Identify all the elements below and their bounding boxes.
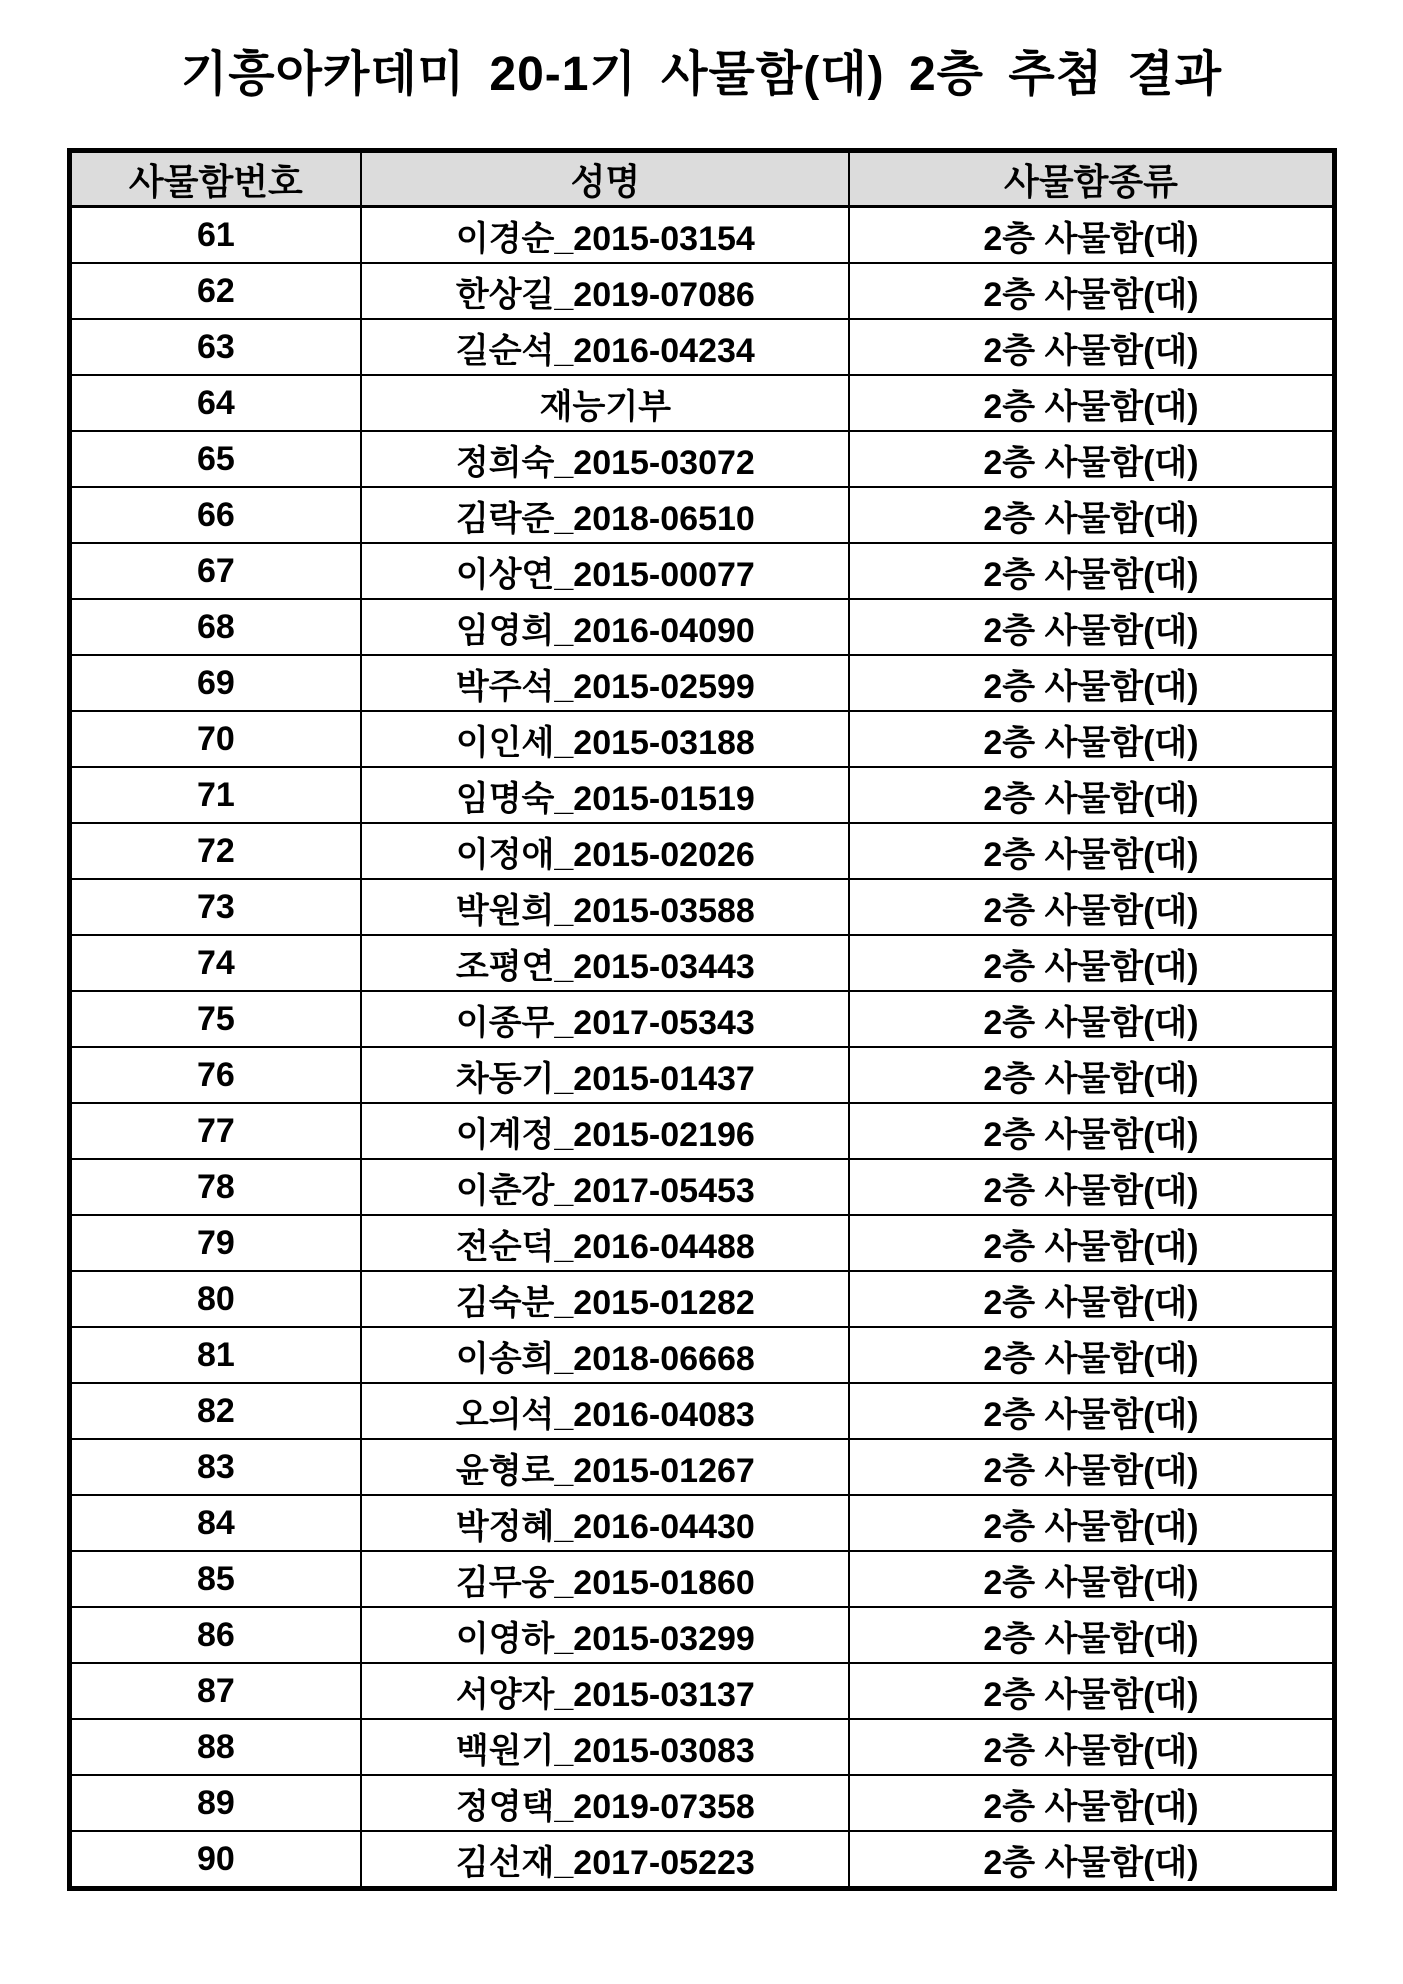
cell-locker-type: 2층 사물함(대): [849, 1327, 1334, 1383]
cell-member-name: 전순덕_2016-04488: [361, 1215, 849, 1271]
cell-locker-type: 2층 사물함(대): [849, 823, 1334, 879]
cell-locker-number: 71: [69, 767, 361, 823]
table-row: [69, 711, 1334, 767]
cell-locker-type: 2층 사물함(대): [849, 1607, 1334, 1663]
table-row: [69, 1383, 1334, 1439]
cell-locker-type: 2층 사물함(대): [849, 1439, 1334, 1495]
cell-member-name: 이상연_2015-00077: [361, 543, 849, 599]
cell-member-name: 윤형로_2015-01267: [361, 1439, 849, 1495]
cell-locker-type: 2층 사물함(대): [849, 1383, 1334, 1439]
cell-locker-number: 66: [69, 487, 361, 543]
cell-member-name: 오의석_2016-04083: [361, 1383, 849, 1439]
table-row: [69, 1271, 1334, 1327]
table-row: [69, 1439, 1334, 1495]
header-member-name: 성명: [361, 151, 849, 207]
table-row: [69, 1159, 1334, 1215]
cell-locker-number: 67: [69, 543, 361, 599]
cell-locker-type: 2층 사물함(대): [849, 1495, 1334, 1551]
cell-member-name: 박정혜_2016-04430: [361, 1495, 849, 1551]
table-row: [69, 1831, 1334, 1889]
cell-locker-number: 76: [69, 1047, 361, 1103]
cell-locker-type: 2층 사물함(대): [849, 207, 1334, 264]
cell-locker-type: 2층 사물함(대): [849, 543, 1334, 599]
table-row: [69, 1551, 1334, 1607]
table-row: [69, 1215, 1334, 1271]
cell-member-name: 김락준_2018-06510: [361, 487, 849, 543]
cell-member-name: 이인세_2015-03188: [361, 711, 849, 767]
locker-table-head: [69, 151, 1334, 207]
cell-locker-number: 90: [69, 1831, 361, 1889]
cell-locker-number: 74: [69, 935, 361, 991]
cell-member-name: 한상길_2019-07086: [361, 263, 849, 319]
cell-locker-number: 83: [69, 1439, 361, 1495]
cell-locker-type: 2층 사물함(대): [849, 263, 1334, 319]
table-row: [69, 543, 1334, 599]
cell-member-name: 김숙분_2015-01282: [361, 1271, 849, 1327]
cell-locker-type: 2층 사물함(대): [849, 1775, 1334, 1831]
cell-member-name: 박원희_2015-03588: [361, 879, 849, 935]
locker-table-body: [69, 207, 1334, 1889]
table-row: [69, 879, 1334, 935]
cell-member-name: 이정애_2015-02026: [361, 823, 849, 879]
table-row: [69, 767, 1334, 823]
cell-locker-number: 85: [69, 1551, 361, 1607]
cell-member-name: 조평연_2015-03443: [361, 935, 849, 991]
cell-locker-number: 77: [69, 1103, 361, 1159]
cell-locker-type: 2층 사물함(대): [849, 1159, 1334, 1215]
header-locker-type: 사물함종류: [849, 151, 1334, 207]
cell-locker-number: 79: [69, 1215, 361, 1271]
table-row: [69, 1663, 1334, 1719]
cell-locker-number: 62: [69, 263, 361, 319]
cell-locker-type: 2층 사물함(대): [849, 1551, 1334, 1607]
cell-locker-type: 2층 사물함(대): [849, 767, 1334, 823]
cell-locker-type: 2층 사물함(대): [849, 655, 1334, 711]
cell-locker-type: 2층 사물함(대): [849, 1663, 1334, 1719]
cell-locker-number: 72: [69, 823, 361, 879]
table-row: [69, 375, 1334, 431]
cell-locker-type: 2층 사물함(대): [849, 935, 1334, 991]
cell-locker-type: 2층 사물함(대): [849, 1831, 1334, 1889]
table-row: [69, 431, 1334, 487]
cell-locker-type: 2층 사물함(대): [849, 1047, 1334, 1103]
header-row: [69, 151, 1334, 207]
table-row: [69, 823, 1334, 879]
cell-member-name: 박주석_2015-02599: [361, 655, 849, 711]
table-row: [69, 935, 1334, 991]
page-title: 기흥아카데미 20-1기 사물함(대) 2층 추첨 결과: [180, 48, 1223, 101]
cell-locker-number: 80: [69, 1271, 361, 1327]
cell-locker-type: 2층 사물함(대): [849, 879, 1334, 935]
cell-locker-type: 2층 사물함(대): [849, 431, 1334, 487]
header-locker-number: 사물함번호: [69, 151, 361, 207]
cell-member-name: 이영하_2015-03299: [361, 1607, 849, 1663]
cell-locker-number: 87: [69, 1663, 361, 1719]
cell-locker-type: 2층 사물함(대): [849, 319, 1334, 375]
cell-member-name: 김무웅_2015-01860: [361, 1551, 849, 1607]
table-row: [69, 263, 1334, 319]
cell-locker-type: 2층 사물함(대): [849, 375, 1334, 431]
table-row: [69, 655, 1334, 711]
cell-locker-type: 2층 사물함(대): [849, 1271, 1334, 1327]
table-row: [69, 599, 1334, 655]
cell-member-name: 이경순_2015-03154: [361, 207, 849, 264]
cell-member-name: 정영택_2019-07358: [361, 1775, 849, 1831]
locker-table: [67, 148, 1337, 1891]
cell-locker-type: 2층 사물함(대): [849, 1103, 1334, 1159]
cell-locker-number: 82: [69, 1383, 361, 1439]
cell-locker-number: 69: [69, 655, 361, 711]
cell-locker-number: 64: [69, 375, 361, 431]
table-row: [69, 1103, 1334, 1159]
cell-locker-number: 63: [69, 319, 361, 375]
table-row: [69, 1719, 1334, 1775]
cell-locker-number: 68: [69, 599, 361, 655]
cell-member-name: 서양자_2015-03137: [361, 1663, 849, 1719]
cell-member-name: 정희숙_2015-03072: [361, 431, 849, 487]
cell-member-name: 이춘강_2017-05453: [361, 1159, 849, 1215]
cell-locker-type: 2층 사물함(대): [849, 1719, 1334, 1775]
table-row: [69, 1607, 1334, 1663]
cell-locker-number: 88: [69, 1719, 361, 1775]
cell-locker-type: 2층 사물함(대): [849, 1215, 1334, 1271]
cell-locker-number: 75: [69, 991, 361, 1047]
cell-member-name: 임영희_2016-04090: [361, 599, 849, 655]
cell-member-name: 이종무_2017-05343: [361, 991, 849, 1047]
cell-locker-number: 86: [69, 1607, 361, 1663]
table-row: [69, 1327, 1334, 1383]
cell-locker-type: 2층 사물함(대): [849, 487, 1334, 543]
table-row: [69, 207, 1334, 264]
cell-locker-type: 2층 사물함(대): [849, 991, 1334, 1047]
table-row: [69, 1775, 1334, 1831]
table-row: [69, 487, 1334, 543]
table-row: [69, 319, 1334, 375]
cell-member-name: 길순석_2016-04234: [361, 319, 849, 375]
cell-locker-number: 84: [69, 1495, 361, 1551]
cell-locker-number: 73: [69, 879, 361, 935]
cell-locker-number: 61: [69, 207, 361, 264]
cell-member-name: 재능기부: [361, 375, 849, 431]
cell-member-name: 이계정_2015-02196: [361, 1103, 849, 1159]
cell-member-name: 차동기_2015-01437: [361, 1047, 849, 1103]
cell-locker-number: 70: [69, 711, 361, 767]
cell-locker-type: 2층 사물함(대): [849, 599, 1334, 655]
cell-member-name: 백원기_2015-03083: [361, 1719, 849, 1775]
cell-locker-number: 89: [69, 1775, 361, 1831]
cell-locker-type: 2층 사물함(대): [849, 711, 1334, 767]
cell-member-name: 김선재_2017-05223: [361, 1831, 849, 1889]
cell-locker-number: 81: [69, 1327, 361, 1383]
cell-locker-number: 78: [69, 1159, 361, 1215]
cell-member-name: 임명숙_2015-01519: [361, 767, 849, 823]
cell-member-name: 이송희_2018-06668: [361, 1327, 849, 1383]
table-row: [69, 1047, 1334, 1103]
cell-locker-number: 65: [69, 431, 361, 487]
table-row: [69, 1495, 1334, 1551]
table-row: [69, 991, 1334, 1047]
